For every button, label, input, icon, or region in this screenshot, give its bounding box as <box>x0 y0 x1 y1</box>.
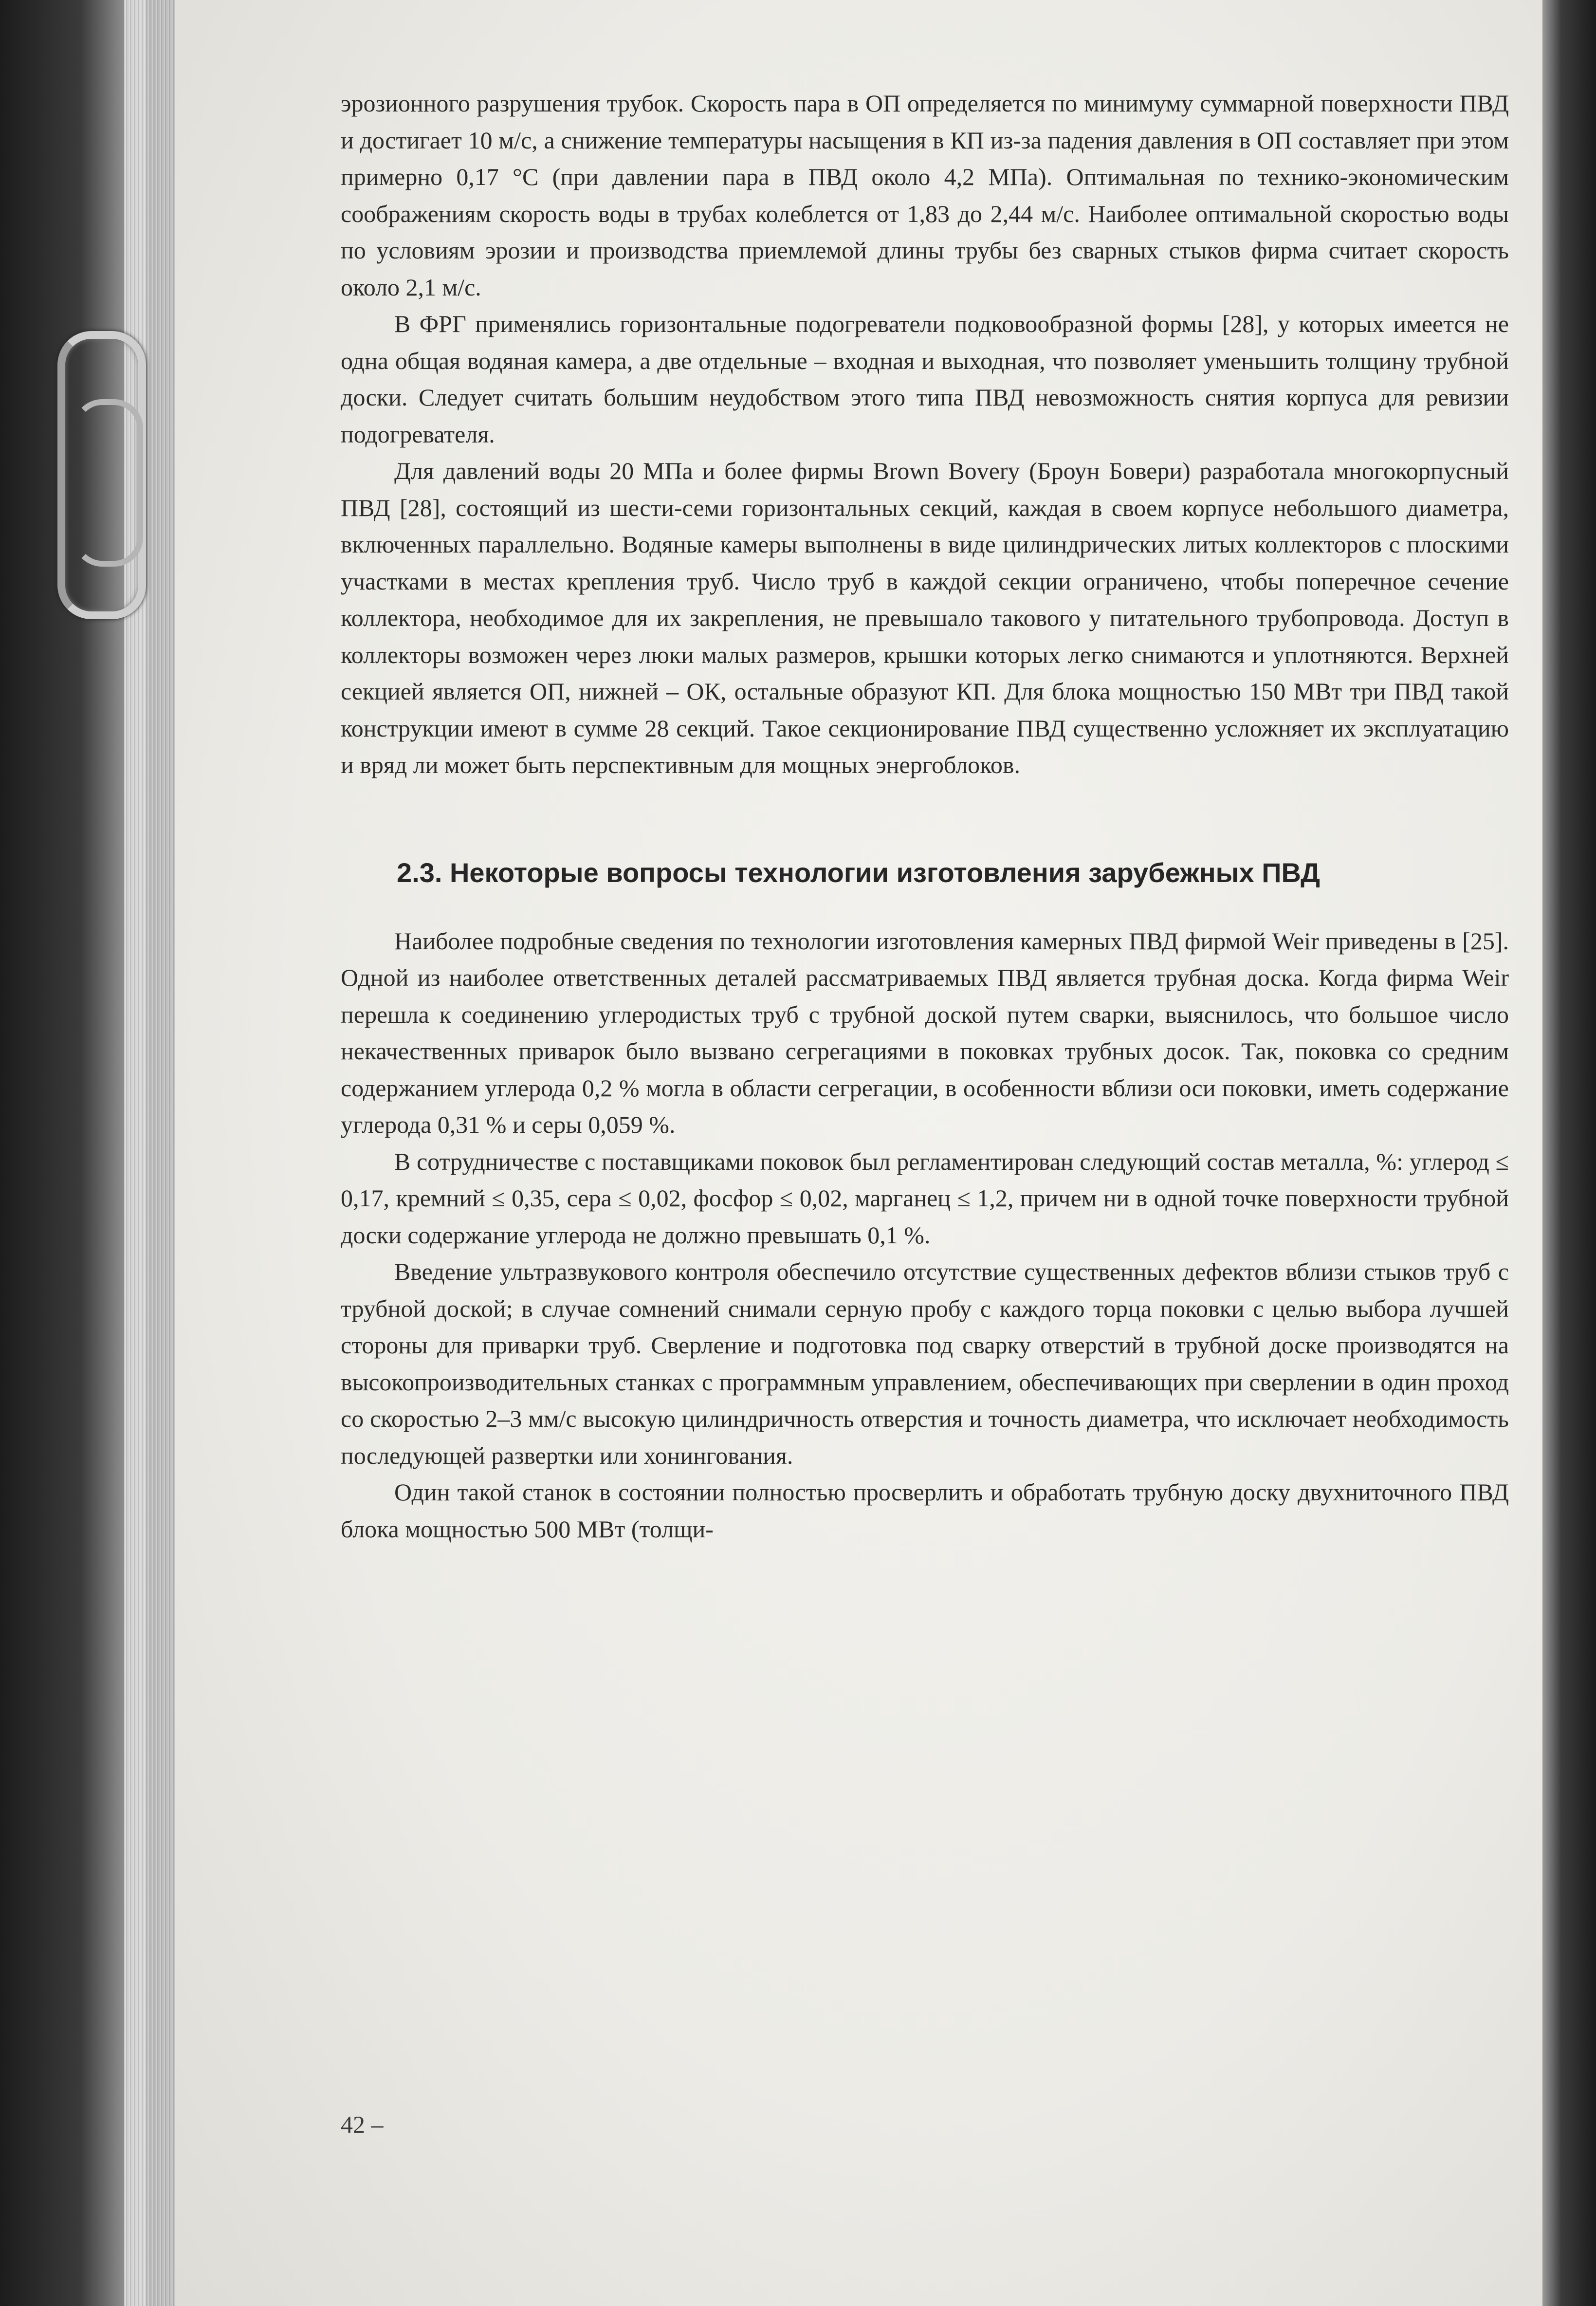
right-shadow-edge <box>1542 0 1596 2306</box>
paragraph: Введение ультразвукового контроля обеспечило отсутствие существенных дефектов вблизи стыков труб с трубной доской; в случае сомнений снимали серную пробу с каждого торца поковки с целью выбора лучшей стороны для приварки труб. Сверление и подготовка под сварку отверстий в трубной доске производятся на высокопроизводительных станках с программным управлением, обеспечивающих при сверлении в один проход со скоростью 2–3 мм/с высокую цилиндричность отверстия и точность диаметра, что исключает необходимость последующей развертки или хонингования. <box>341 1258 1509 1469</box>
section-heading: 2.3. Некоторые вопросы технологии изготовления зарубежных ПВД <box>397 857 1321 888</box>
paragraph: эрозионного разрушения трубок. Скорость пара в ОП определяется по минимуму суммарной поверхности ПВД и достигает 10 м/с, а снижение температуры насыщения в КП из-за падения давления в ОП составляет при этом примерно 0,17 °С (при давлении пара в ПВД около 4,2 МПа). Оптимальная по технико-экономическим соображениям скорость воды в трубах колеблется от 1,83 до 2,44 м/с. Наиболее оптимальной скоростью воды по условиям эрозии и производства приемлемой длины трубы без сварных стыков фирма считает скорость около 2,1 м/с. <box>341 90 1509 301</box>
binder-clip-inner <box>73 399 143 567</box>
paragraph: Один такой станок в состоянии полностью просверлить и обработать трубную доску двухниточного ПВД блока мощностью 500 МВт (толщи- <box>341 1478 1509 1543</box>
paragraph: Наиболее подробные сведения по технологии изготовления камерных ПВД фирмой Weir приведены в [25]. Одной из наиболее ответственных деталей рассматриваемых ПВД является трубная доска. Когда фирма Weir перешла к соединению углеродистых труб с трубной доской путем сварки, выяснилось, что большое число некачественных приварок было вызвано сегрегациями в поковках трубных досок. Так, поковка со средним содержанием углерода 0,2 % могла в области сегрегации, в особенности вблизи оси поковки, иметь содержание углерода 0,31 % и серы 0,059 %. <box>341 927 1509 1138</box>
page-text <box>341 85 1509 1548</box>
page-number: 42 – <box>341 2111 384 2138</box>
paragraph: Для давлений воды 20 МПа и более фирмы Brown Bovery (Броун Бовери) разработала многокорпусный ПВД [28], состоящий из шести-семи горизонтальных секций, каждая в своем корпусе небольшого диаметра, включенных параллельно. Водяные камеры выполнены в виде цилиндрических литых коллекторов с плоскими участками в местах крепления труб. Число труб в каждой секции ограничено, чтобы поперечное сечение коллектора, необходимое для их закрепления, не превышало такового у питательного трубопровода. Доступ в коллекторы возможен через люки малых размеров, крышки которых легко снимаются и уплотняются. Верхней секцией является ОП, нижней – ОК, остальные образуют КП. Для блока мощностью 150 МВт три ПВД такой конструкции имеют в сумме 28 секций. Такое секционирование ПВД существенно усложняет их эксплуатацию и вряд ли может быть перспективным для мощных энергоблоков. <box>341 457 1509 778</box>
paragraph: В ФРГ применялись горизонтальные подогреватели подковообразной формы [28], у которых имеется не одна общая водяная камера, а две отдельные – входная и выходная, что позволяет уменьшить толщину трубной доски. Следует считать большим неудобством этого типа ПВД невозможность снятия корпуса для ревизии подогревателя. <box>341 310 1509 448</box>
paragraph: В сотрудничестве с поставщиками поковок был регламентирован следующий состав металла, %: углерод ≤ 0,17, кремний ≤ 0,35, сера ≤ 0,02, фосфор ≤ 0,02, марганец ≤ 1,2, причем ни в одной точке поверхности трубной доски содержание углерода не должно превышать 0,1 %. <box>341 1147 1509 1249</box>
